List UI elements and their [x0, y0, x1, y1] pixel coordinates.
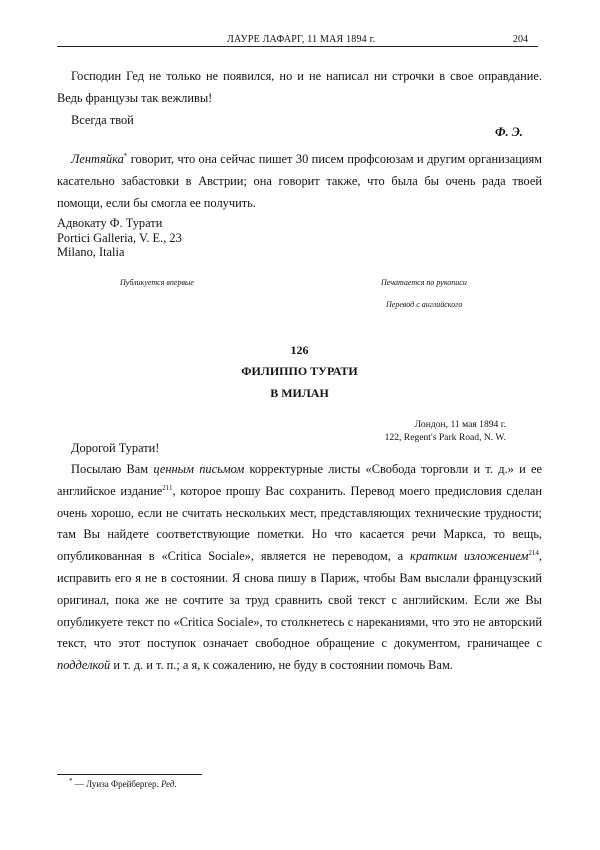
- salutation: Дорогой Турати!: [71, 441, 160, 455]
- postscript-text: говорит, что она сейчас пишет 30 писем профсоюзам и другим организациям касательно забастовки в Австрии; она говорит также, что была бы очень рада твоей помощи, если бы смогла ее получить.: [57, 152, 542, 210]
- footnote-text: — Луиза Фрейбергер.: [72, 779, 161, 789]
- letter-number: 126: [290, 343, 309, 357]
- address-line: Адвокату Ф. Турати: [57, 216, 163, 230]
- footnote-mark: *: [123, 151, 128, 160]
- footnote: [69, 779, 177, 789]
- header-rule: [57, 46, 538, 47]
- note-first-published: Публикуется впервые: [120, 278, 194, 287]
- body-emphasis: ценным письмом: [153, 462, 245, 476]
- postscript: [57, 149, 542, 214]
- letter-place: В МИЛАН: [270, 386, 329, 400]
- page-number: 204: [513, 34, 528, 45]
- letter-body: [57, 459, 542, 677]
- note-translated-from: Перевод с английского: [386, 300, 463, 309]
- dateline-place-date: Лондон, 11 мая 1894 г.: [414, 419, 506, 430]
- endnote-ref: 211: [162, 483, 173, 492]
- address-line: Portici Galleria, V. E., 23: [57, 230, 182, 245]
- signature: Ф. Э.: [495, 125, 523, 139]
- footnote-rule: [57, 774, 202, 775]
- endnote-ref: 214: [528, 549, 539, 558]
- body-text: , которое прошу Вас сохранить. Перевод моего предисловия сделан очень хорошо, если не считать нескольких мест, представляющих технические трудности; там Вы найдете соответствующие пометки. Но что касается речи Маркса, то вещь, опубликованная в «Critica Sociale», является не переводом, а: [57, 483, 542, 564]
- address-block: [57, 216, 182, 260]
- body-emphasis: подделкой: [57, 658, 111, 673]
- body-text: корректурные листы «Свобода торговли и т. д.» и ее английское издание: [57, 462, 542, 498]
- previous-letter-closing: Всегда твой: [71, 113, 134, 127]
- body-emphasis: кратким изложением: [410, 549, 529, 564]
- footnote-abbr: Ред.: [160, 779, 177, 789]
- previous-letter-paragraph: Господин Гед не только не появился, но и не написал ни строчки в свое оправдание. Ведь французы так вежливы!: [57, 69, 542, 105]
- postscript-name: Лентяйка: [71, 152, 124, 166]
- dateline-address: 122, Regent's Park Road, N. W.: [384, 432, 506, 443]
- footnote-symbol: *: [69, 777, 73, 785]
- body-text: и т. д. и т. п.; а я, к сожалению, не буду в состоянии помочь Вам.: [110, 658, 453, 673]
- letter-recipient: ФИЛИППО ТУРАТИ: [241, 364, 358, 378]
- body-text: , исправить его я не в состоянии. Я снова пишу в Париж, чтобы Вам выслали французский оригинал, пока же не сочтите за труд сравнить свой текст с английским. Если же Вы опубликуете текст по «Critica Sociale», то столкнетесь с нареканиями, что это не авторский текст, что этот поступок означает свободное обращение с документом, граничащее с: [57, 549, 542, 651]
- note-printed-from: Печатается по рукописи: [381, 278, 467, 287]
- body-text: Посылаю Вам: [71, 462, 154, 476]
- address-line: Milano, Italia: [57, 245, 125, 260]
- running-head: ЛАУРЕ ЛАФАРГ, 11 МАЯ 1894 г.: [227, 34, 376, 45]
